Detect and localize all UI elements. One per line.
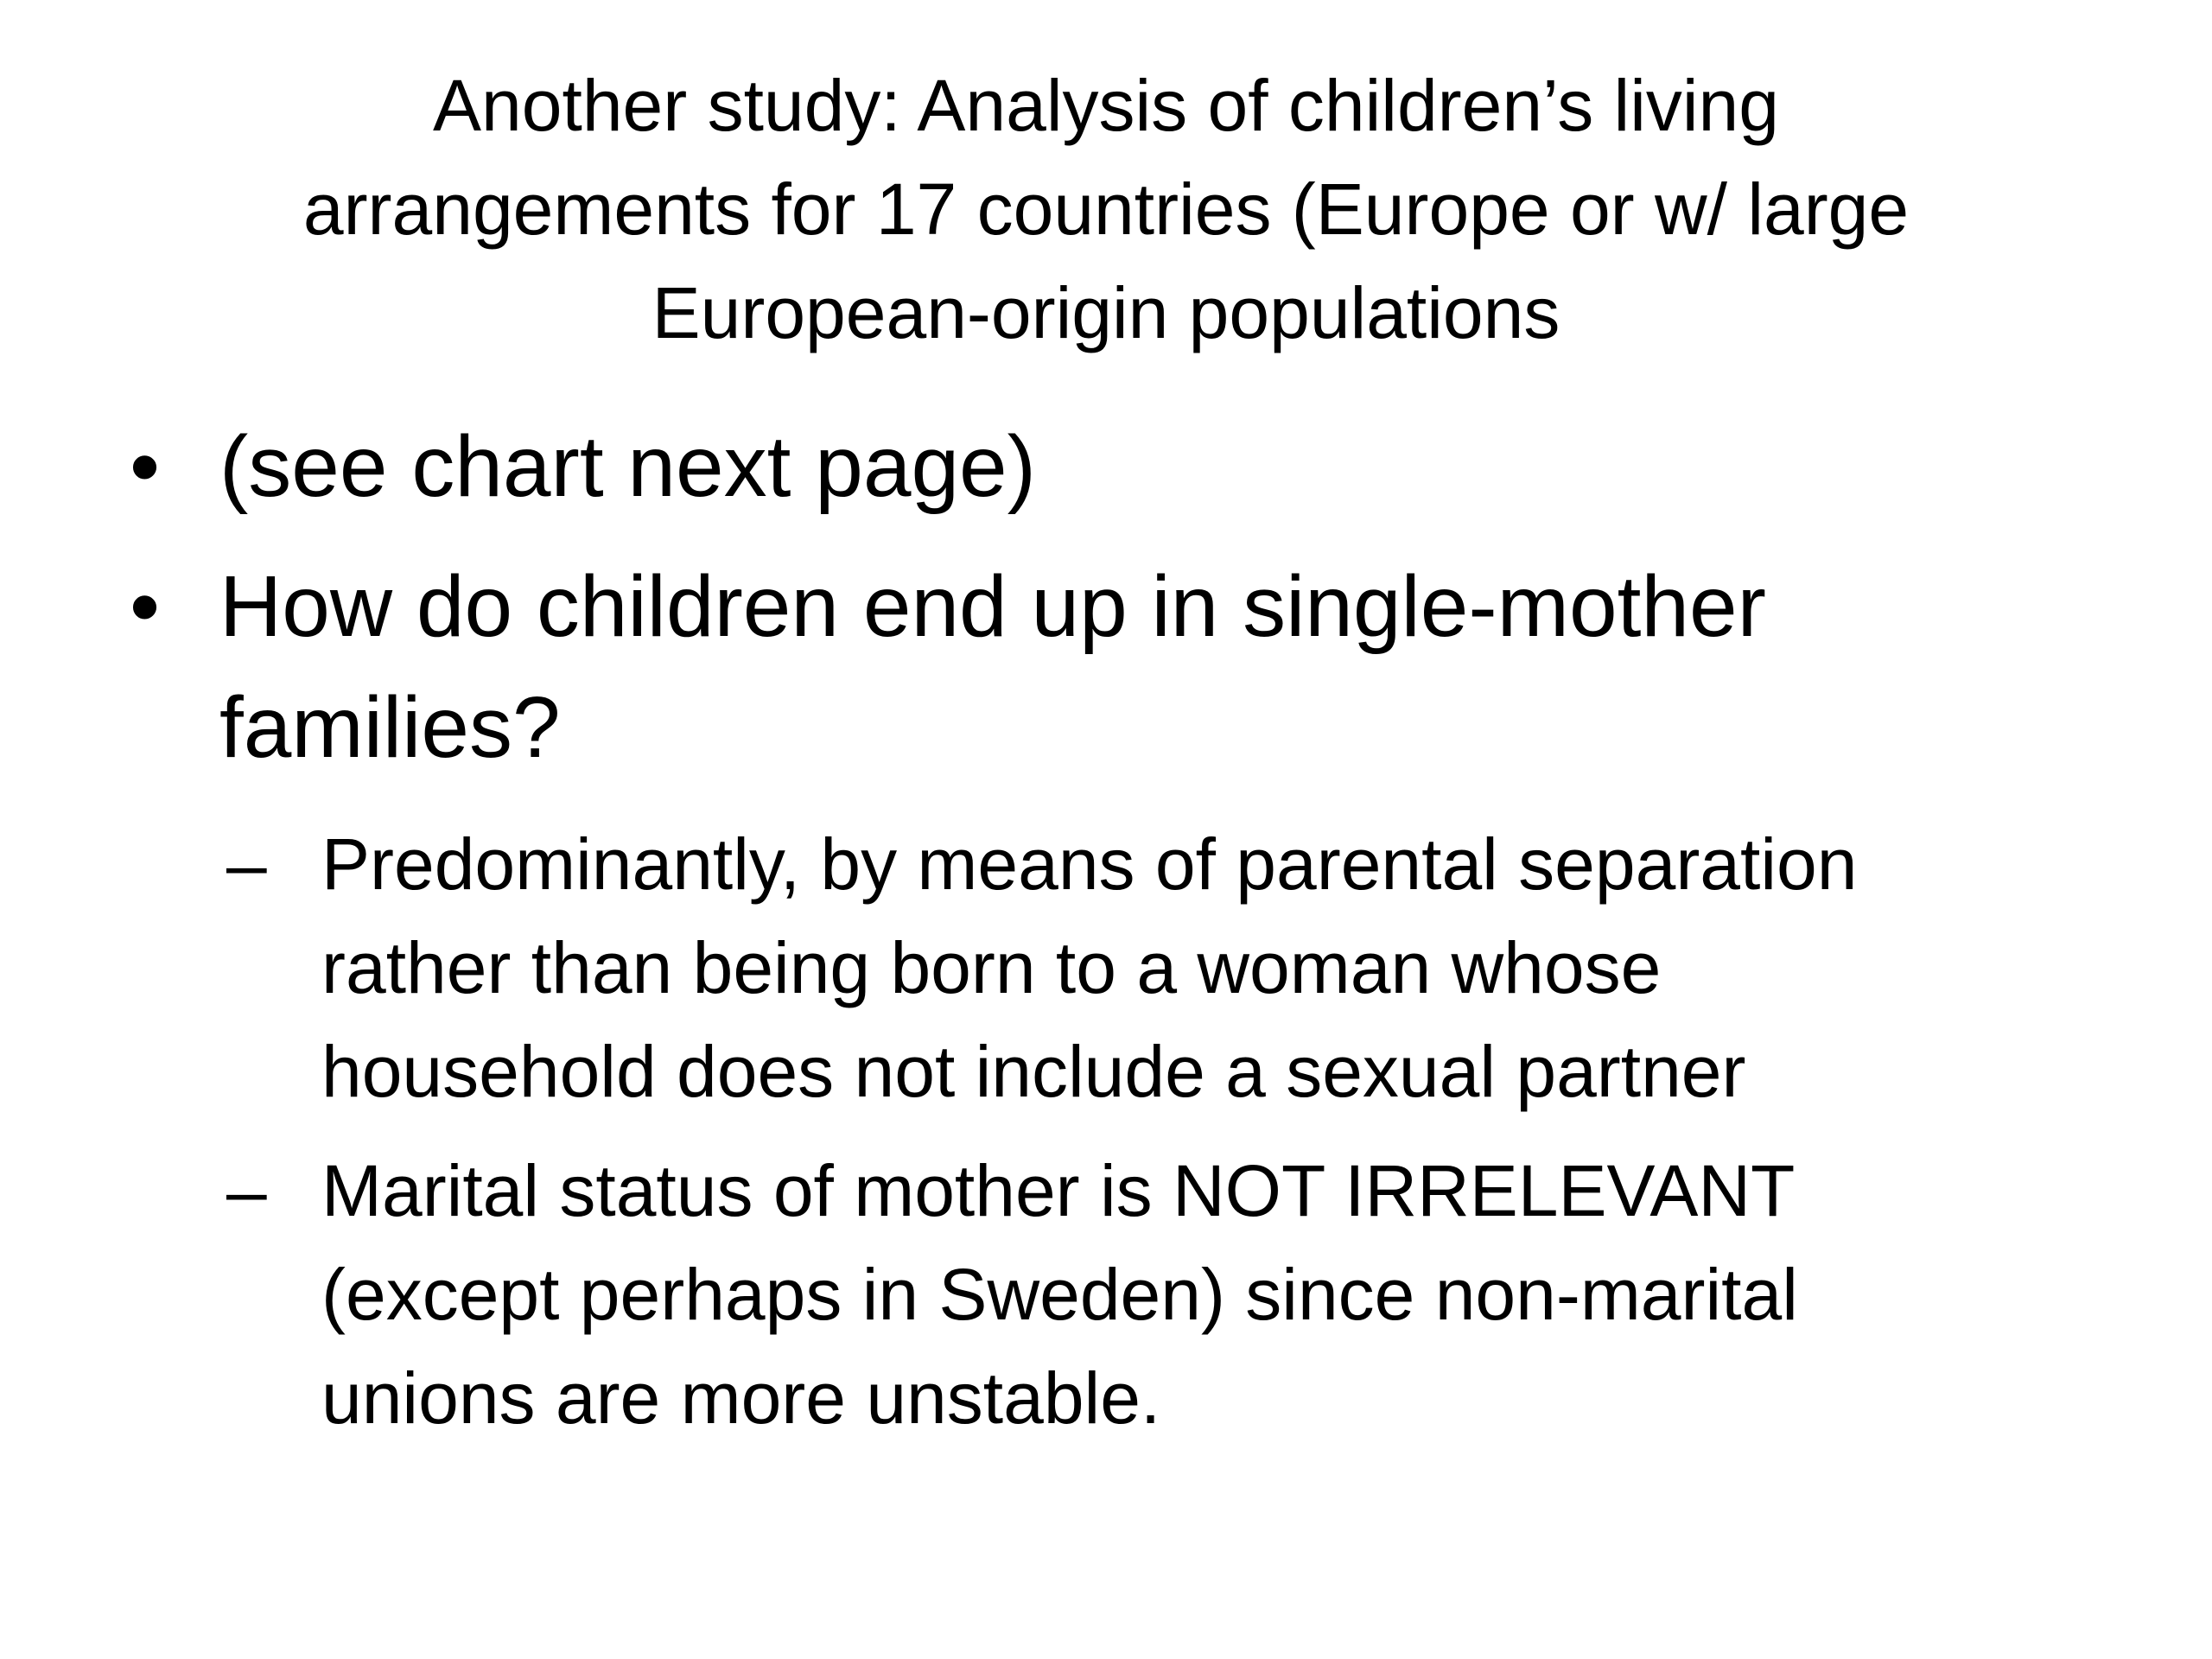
subbullet-line: Predominantly, by means of parental separation	[321, 823, 1858, 905]
subbullet-list	[226, 812, 2127, 1465]
subbullet-line: Marital status of mother is NOT IRRELEVANT	[321, 1150, 1796, 1231]
slide-title	[173, 54, 2039, 365]
bullet-item	[130, 406, 2117, 527]
subbullet-line: (except perhaps in Sweden) since non-marital	[321, 1254, 1798, 1335]
subbullet-line: unions are more unstable.	[321, 1357, 1161, 1439]
bullet-dot-icon: •	[130, 558, 161, 655]
bullet-text	[219, 406, 2117, 527]
bullet-dot-icon: •	[130, 418, 161, 515]
title-line: arrangements for 17 countries (Europe or w/ large	[302, 168, 1910, 250]
bullet-line: families?	[219, 679, 561, 776]
bullet-line: (see chart next page)	[219, 418, 1036, 515]
dash-icon: –	[226, 1150, 267, 1231]
subbullet-text	[321, 1139, 2127, 1450]
bullet-item	[130, 546, 2117, 788]
bullet-list	[130, 406, 2117, 807]
subbullet-item	[226, 812, 2127, 1123]
dash-icon: –	[226, 823, 267, 905]
subbullet-item	[226, 1139, 2127, 1450]
bullet-text	[219, 546, 2117, 788]
title-line: Another study: Analysis of children’s living	[433, 65, 1779, 146]
title-line: European-origin populations	[652, 272, 1560, 353]
bullet-line: How do children end up in single-mother	[219, 558, 1766, 655]
subbullet-text	[321, 812, 2127, 1123]
subbullet-line: household does not include a sexual partner	[321, 1031, 1746, 1112]
subbullet-line: rather than being born to a woman whose	[321, 927, 1662, 1008]
